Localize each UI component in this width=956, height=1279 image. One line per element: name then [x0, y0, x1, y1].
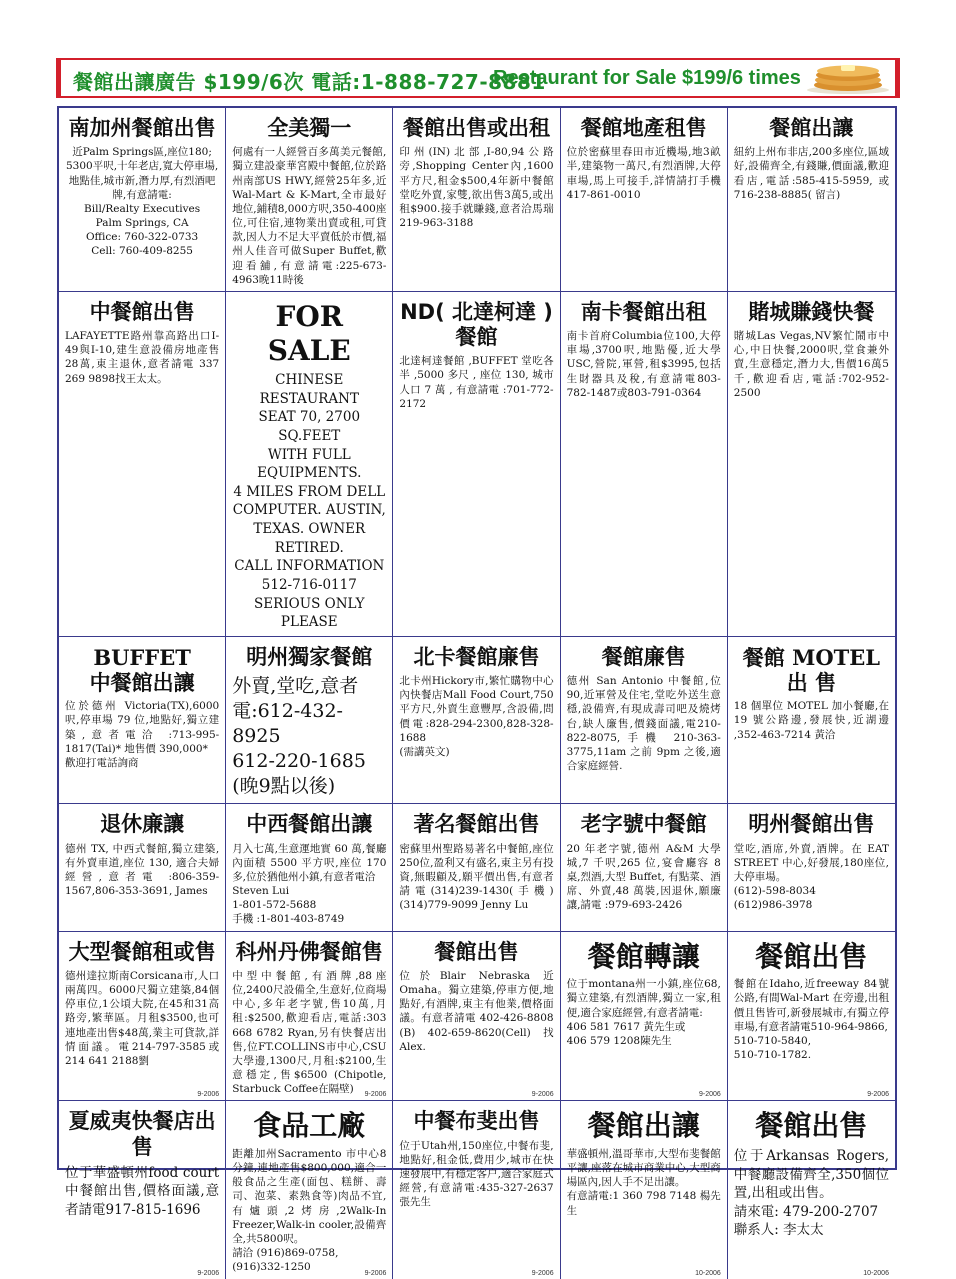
- ad-body: 德州 TX, 中西式餐館,獨立建築,有外賣車道,座位 130, 適合夫婦經營,意者電 :806-359-1567,806-353-3691, James: [65, 842, 220, 898]
- ad-title: FOR SALE: [267, 299, 351, 367]
- ad-body: 位於Blair Nebraska 近Omaha。獨立建築,停車方便,地點好,有酒牌,東主有他業,價格面議。有意者請電 402-426-8808 (B) 402-659-8620(Cell) 找 Alex.: [399, 969, 554, 1053]
- ad-cell: [59, 108, 226, 292]
- ad-cell: [59, 804, 226, 931]
- ad-cell: [226, 1101, 393, 1278]
- ad-body: 位于montana州一小鎮,座位68,獨立建築,有烈酒牌,獨立一家,租便,適合家庭經營,有意者請電: 406 581 7617 黃先生或 406 579 1208陳先生: [566, 978, 721, 1047]
- ad-title: 大型餐館租或售: [68, 939, 216, 964]
- ad-cell: [59, 932, 226, 1102]
- ad-title: 老字號中餐館: [580, 812, 707, 837]
- ad-body: 堂吃,酒席,外賣,酒牌。在 EAT STREET 中心,好發展,180座位,大停車場。 (612)-598-8034 (612)986-3978: [733, 842, 889, 912]
- ad-cell: [59, 292, 226, 637]
- ad-body: 位於密蘇里春田市近機場,地3畝半,建築物一萬尺,有烈酒牌,大停車場,馬上可接手,詳情請打手機 417-861-0010: [566, 146, 721, 201]
- ad-title: 全美獨一: [267, 116, 352, 140]
- ad-cell: [226, 932, 393, 1102]
- ad-body: 外賣,堂吃,意者電:612-432-8925 612-220-1685 (晚9點以後): [232, 675, 366, 798]
- ad-cell: [59, 637, 226, 805]
- ad-body: 18 個單位 MOTEL 加小餐廳,在 19 號公路邊,發展快,近湖邊 ,352-463-7214 黃洽: [733, 700, 889, 741]
- ad-cell: [393, 1101, 560, 1278]
- ad-cell: [226, 108, 393, 292]
- ad-cell: [728, 804, 895, 931]
- ad-body: 印州(IN)北部,I-80,94公路旁,Shopping Center內,1600平方尺,租金$500,4年新中餐館堂吃外賣,家雙,欲出售3萬5,或出租$900.接手就賺錢,意者洽馬瑞219-963-3188: [399, 146, 554, 230]
- ad-cell: [226, 804, 393, 931]
- ad-body: 餐館在Idaho,近freeway 84號公路,有間Wal-Mart 在旁邊,出租價且售皆可,新發展城市,有獨立停車場,有意者請電510-964-9866, 510-710-5840, 510-710-1782.: [733, 978, 889, 1062]
- ad-body: 紐約上州布非店,200多座位,區域好,設備齊全,有錢賺,價面議,歡迎看店,電話:585-415-5959, 或 716-238-8885( 留言): [733, 146, 889, 201]
- ad-grid: [57, 106, 897, 1277]
- ad-cell: [393, 108, 560, 292]
- ad-date: 9-2006: [364, 1269, 387, 1277]
- ad-title: 餐館出讓: [587, 1109, 700, 1143]
- ad-body: 距離加州Sacramento 市中心8分鐘,連地產售$800,000,適合一般食品之生產(面包、糕餅、壽司、泡菜、素熟食等)肉品不宜,有爐頭,2烤房,2Walk-In Freezer,Walk-in cooler,設備齊全,共5800呎。 請洽 (916)869-0758, (916)332-1250: [232, 1147, 387, 1274]
- ad-body: 北卡州Hickory市,繁忙購物中心內快餐店Mall Food Court,750平方尺,外賣生意豐厚,含設備,問價電:828-294-2300,828-328-1688 (需講英文): [399, 675, 554, 758]
- ad-cell: [561, 1101, 728, 1278]
- ad-body: 20 年老字號,德州 A&M 大學城,7 千呎,265 位,宴會廳容 8 桌,烈酒,大型 Buffet, 有點菜、酒席、外賣,48 萬裝,因退休,願廉讓,請電 :979-693-2426: [566, 842, 721, 912]
- ad-title: 餐館轉讓: [587, 939, 700, 973]
- ad-title: 明州獨家餐館: [246, 644, 373, 669]
- ad-body: 華盛頓州,溫哥華市,大型布斐餐館平讓,座落在城市商業中心,大型商場區內,因人手不足出讓。 有意請電:1 360 798 7148 楊先生: [566, 1147, 721, 1217]
- ad-date: 9-2006: [364, 1091, 387, 1099]
- ad-title: 餐館出售: [755, 1109, 868, 1143]
- ad-body: CHINESE RESTAURANT SEAT 70, 2700 SQ.FEET WITH FULL EQUIPMENTS. 4 MILES FROM DELL COMPUTER. AUSTIN, TEXAS. OWNER RETIRED. CALL INFORMATION 512-716-0117 SERIOUS ONLY PLEASE: [232, 372, 386, 631]
- ad-title: 餐館 MOTEL 出 售: [742, 644, 881, 696]
- ad-title: 夏威夷快餐店出售: [68, 1109, 216, 1159]
- ad-cell: [728, 108, 895, 292]
- pancake-icon: [805, 61, 891, 95]
- ad-title: 食品工廠: [253, 1109, 366, 1143]
- banner-chinese-text: 餐館出讓廣告 $199/6次 電話:1-888-727-8881: [73, 70, 546, 94]
- ad-date: 10-2006: [695, 1269, 721, 1277]
- ad-body: 賭城Las Vegas,NV繁忙鬧市中心,中日快餐,2000呎,堂食兼外賣,生意穩定,潛力大,售價16萬5千,歡迎看店,電話:702-952-2500: [733, 330, 889, 399]
- banner-english-text: Restaurant for Sale $199/6 times: [493, 67, 801, 89]
- ad-body: 德州 San Antonio 中餐館,位90,近軍營及住宅,堂吃外送生意穩,設備齊,有現成壽司吧及燒烤台,缺人廉售,價錢面議,電210-822-8075,手機 210-363-3775,11am 之前 9pm 之後,適合家庭經營.: [566, 675, 721, 773]
- ad-cell: [561, 292, 728, 637]
- ad-title: 南卡餐館出租: [580, 299, 707, 324]
- ad-body: 位于Arkansas Rogers,中餐廳設備齊全,350個位置,出租或出售。 請來電: 479-200-2707 聯系人: 李太太: [733, 1147, 889, 1239]
- ad-cell: [561, 932, 728, 1102]
- ad-date: 9-2006: [197, 1269, 220, 1277]
- ad-cell: [728, 637, 895, 805]
- ad-body: 位于華盛頓州food court 中餐館出售,價格面議,意者請電917-815-1696: [65, 1164, 220, 1218]
- ad-cell: [728, 1101, 895, 1278]
- header-banner: [56, 58, 900, 98]
- ad-title: 餐館出售或出租: [402, 116, 550, 140]
- ad-cell: [561, 804, 728, 931]
- ad-date: 10-2006: [863, 1269, 889, 1277]
- ad-date: 9-2006: [699, 1091, 721, 1099]
- ad-title: ND( 北達柯達 ) 餐館: [400, 299, 553, 350]
- ad-body: LAFAYETTE路州靠高路出口I-49與I-10,建生意設備房地產售28萬,東主退休,意者請電 337 269 9898找王太太。: [65, 330, 220, 385]
- ad-body: 位于Utah州,150座位,中餐布斐,地點好,租金低,費用少,城市在快速發展中,有穩定客户,適合家庭式經營,有意請電:435-327-2637 張先生: [399, 1139, 554, 1209]
- ad-body: 北達柯達餐館 ,BUFFET 堂吃各半 ,5000 多尺 , 座位 130, 城市人口 7 萬 , 有意請電 :701-772-2172: [399, 355, 554, 410]
- ad-cell: [59, 1101, 226, 1278]
- ad-title: 北卡餐館廉售: [413, 644, 540, 669]
- ad-cell: [226, 292, 393, 637]
- ad-date: 9-2006: [197, 1091, 220, 1099]
- ad-cell: [561, 108, 728, 292]
- ad-cell: [561, 637, 728, 805]
- ad-body: 近Palm Springs區,座位180; 5300平呎,十年老店,寬大停車場,地點佳,城市新,潛力厚,有烈酒吧牌,有意請電: Bill/Realty Executives Palm Springs, CA Office: 760-322-0733 Cell: 760-409-8255: [65, 146, 219, 258]
- ad-title: 中餐館出售: [89, 299, 195, 324]
- ad-date: 9-2006: [531, 1091, 554, 1099]
- ad-title: 餐館出售: [434, 939, 519, 964]
- ad-cell: [393, 932, 560, 1102]
- ad-title: 南加州餐館出售: [68, 116, 216, 140]
- ad-cell: [728, 292, 895, 637]
- ad-title: 中西餐館出讓: [246, 812, 373, 837]
- ad-body: 月入七萬,生意運地實 60 萬,餐廳內面積 5500 平方呎,座位 170 多,位於猶他州小鎮,有意者電洽 Steven Lui 1-801-572-5688 手機 :1-801-403-8749: [232, 842, 387, 926]
- ad-cell: [393, 637, 560, 805]
- ad-title: 賭城賺錢快餐: [748, 299, 875, 324]
- ad-date: 9-2006: [531, 1269, 554, 1277]
- ad-title: 明州餐館出售: [748, 812, 875, 837]
- ad-body: 位於德州 Victoria(TX),6000 呎,停車場 79 位,地點好,獨立建築,意者電洽 :713-995-1817(Tai)* 地售價 390,000* 歡迎打電話詢商: [65, 700, 220, 769]
- ad-title: 著名餐館出售: [413, 812, 540, 837]
- ad-body: 何處有一人經營百多萬美元餐館,獨立建設豪華宮殿中餐館,位於路州南部US HWY,經營25年多,近Wal-Mart & K-Mart,全市最好地位,鋪積8,000方呎,350-400座位,可住宿,連物業出賣或租,可貸款,因人力不足大平賣低於市價,福州人佳音可做Super Buffet,歡迎看舖,有意請電:225-673-4963晚11時後: [232, 146, 387, 286]
- ad-body: 南卡首府Columbia位100,大停車場,3700呎,地點優,近大學USC,營院,軍營,租$3995,包括生財器具及稅,有意請電803-782-1487或803-791-0364: [566, 330, 721, 399]
- ad-title: 餐館地產租售: [580, 116, 707, 140]
- ad-body: 中型中餐館,有酒牌,88座位,2400尺設備全,生意好,位商場中心,多年老字號,售10萬,月租:$2500,歡迎看店,電話:303 668 6782 Ryan,另有快餐店出售,位FT.COLLINS市中心,CSU大學邊,1300尺,月租:$2100,生意穩定,售$6500 (Chipotle, Starbuck Coffee在隔壁): [232, 969, 387, 1096]
- ad-body: 德州達拉斯南Corsicana市,人口兩萬四。6000尺獨立建築,84個停車位,1公頃大院,在45和31高路旁,繁華區。月租$3500,也可連地產出售$48萬,業主可貸款,詳情面議。電214-797-3585或214 641 2188劉: [65, 969, 220, 1067]
- ad-title: 餐館出讓: [769, 116, 854, 140]
- ad-cell: [393, 292, 560, 637]
- ad-title: 退休廉讓: [100, 812, 185, 837]
- ad-cell: [728, 932, 895, 1102]
- ad-title: 餐館出售: [755, 939, 868, 973]
- ad-cell: [393, 804, 560, 931]
- ad-title: 餐館廉售: [601, 644, 686, 669]
- ad-title: 科州丹佛餐館售: [235, 939, 383, 964]
- ad-title: 中餐布斐出售: [413, 1109, 540, 1134]
- ad-body: 密蘇里州聖路易著名中餐館,座位250位,盈利又有盛名,東主另有投資,無暇顧及,願平價出售,有意者請電(314)239-1430(手機)(314)779-9099 Jenny Lu: [399, 842, 554, 912]
- ad-title: BUFFET 中餐館出讓: [89, 644, 195, 696]
- ad-cell: [226, 637, 393, 805]
- ad-date: 9-2006: [867, 1091, 889, 1099]
